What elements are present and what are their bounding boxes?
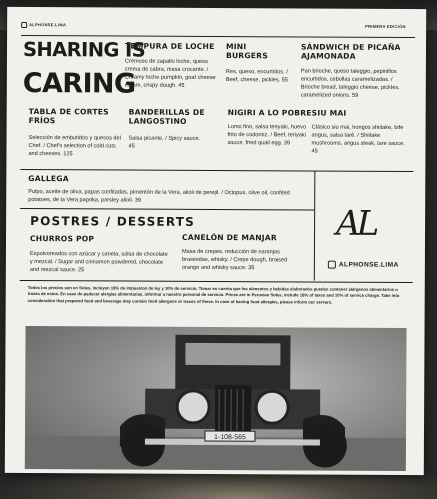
instagram-icon <box>21 22 27 28</box>
item-nigiri-desc: Lomo fino, salsa teriyaki, huevo frito de codorniz. / Beef, teriyaki sauce, fried quail egg. 39 <box>227 124 306 147</box>
edition-label: PRIMERA EDICIÓN <box>365 23 406 29</box>
item-sandwich-desc: Pan brioche, queso taleggio, pepinillos encurtidos, cebollas caramelizadas. / Brioche bread, taleggio cheese, pickles, caramelized onions. 59 <box>300 68 400 100</box>
item-nigiri-name: NIGIRI A LO POBRE <box>227 108 312 118</box>
divider-legal-top <box>20 280 413 283</box>
divider-desserts-top <box>20 208 314 211</box>
divider-vertical <box>314 171 316 281</box>
item-canelon-name: CANELÓN DE MANJAR <box>181 232 277 243</box>
svg-text:1-108-565: 1-108-565 <box>213 433 246 442</box>
item-gallega-desc: Pulpo, aceite de oliva, papas confitadas, pimentón de la Vera, alioli de perejil. / Octopus, olive oil, confited potatoes, de la Vera paprika, parsley alioli. 39 <box>28 189 290 204</box>
item-mini-burgers-name: MINI BURGERS <box>225 42 268 60</box>
item-tabla-desc: Selección de embutidos y quesos del Chef. / Chef's selection of cold cuts and cheeses. 125 <box>28 135 121 158</box>
item-sandwich-name: SÁNDWICH DE PICAÑA AJAMONADA <box>300 42 401 61</box>
item-gallega-name: GALLEGA <box>28 174 69 184</box>
item-siu-mai-desc: Clásico siu mai, hongos shiitake, bife angus, salsa tarê. / Shiitake mushrooms, angus steak, tare sauce. 45 <box>311 124 405 155</box>
instagram-handle-top: ALPHONSE.LIMA <box>21 22 66 28</box>
hero-line-1: SHARING IS <box>22 37 146 62</box>
item-canelon-desc: Masa de crepes, reducción de naranjas brasesdas, whisky. / Crepe dough, braised orange and whisky sauce. 35 <box>181 248 288 272</box>
item-tempura-name: TEMPURA DE LOCHE <box>124 41 215 51</box>
item-banderillas-desc: Salsa picante. / Spicy sauce. 45 <box>128 135 201 150</box>
item-tabla-name: TABLA DE CORTES FRÍOS <box>28 107 109 125</box>
item-mini-burgers-desc: Res, queso, encurtidos. / Beef, cheese, pickles. 55 <box>225 69 289 84</box>
instagram-icon <box>328 261 336 269</box>
alphonse-logo: AL <box>335 203 376 244</box>
item-banderillas-name: BANDERILLAS DE LANGOSTINO <box>128 107 205 126</box>
item-churros-desc: Espolvoreados con azúcar y canela, salsa de chocolate y mezcal. / Sugar and cinnamon powdered, chocolate and mezcal sauce. 25 <box>29 251 168 274</box>
desserts-title: POSTRES / DESSERTS <box>30 214 196 229</box>
car-illustration <box>25 326 407 471</box>
item-tempura-desc: Cremoso de zapallo loche, queso crema de cabra, masa crocante. / Creamy loche pumpkin, goat cheese cream, crispy dough. 45 <box>124 58 216 90</box>
item-churros-name: CHURROS POP <box>29 234 95 244</box>
menu-sheet <box>5 7 426 475</box>
item-siu-mai-name: SIU MAI <box>311 108 347 118</box>
hero-line-2: CARING <box>22 67 136 100</box>
vintage-car-photo <box>25 326 407 471</box>
legal-notice: Todos los precios son en Soles, incluyen 18% de impuestos de ley y 10% de servicio. Tomar en cuenta que los alimentos y bebidas elaborados pueden contener alérgenos alimentarios o trazas de estos. En caso de padecer alergias alimentarias, informar a nuestro personal de servicio. Prices are in Peruvian Soles, include 18% of taxes and 10% of service charge. Take into consideration that prepared food and beverage may contain food allergens or traces of these. In case of having food allergies, please inform our servers. <box>27 285 400 305</box>
divider-gallega-top <box>20 169 413 172</box>
instagram-handle: ALPHONSE.LIMA <box>328 261 399 269</box>
